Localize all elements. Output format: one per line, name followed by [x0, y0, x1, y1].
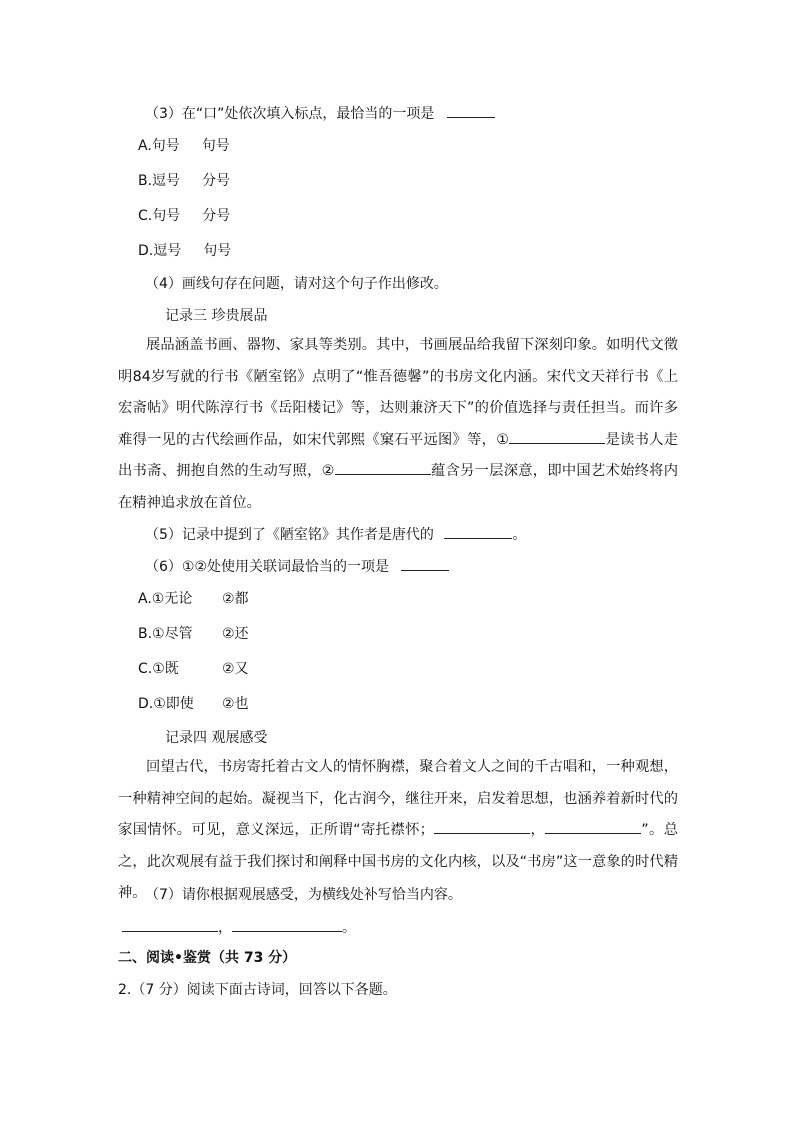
- q3-option-b[interactable]: B.逗号 分号: [138, 173, 231, 189]
- q3-option-a[interactable]: A.句号 句号: [138, 138, 230, 154]
- q6-option-d[interactable]: D.①即使 ②也: [138, 696, 249, 712]
- q3-option-c[interactable]: C.句号 分号: [138, 208, 231, 224]
- answer-blank[interactable]: [232, 917, 342, 932]
- q6-option-a[interactable]: A.①无论 ②都: [138, 591, 249, 607]
- answer-blank[interactable]: [444, 524, 512, 539]
- q3-stem: （3）在“口”处依次填入标点，最恰当的一项是: [145, 103, 495, 124]
- record4-heading: 记录四 观展感受: [165, 730, 268, 746]
- record4-paragraph: 回望古代，书房寄托着古文人的情怀胸襟，聚合着文人之间的千古唱和，一种观想，一种精神空间的起始。凝视当下，化古润今，继往开来，启发着思想，也涵养着新时代的家国情怀。可见，意义深远，正所谓“寄托襟怀； ， ”。总之，此次观展有益于我们探讨和阐释中国书房的文化内核，以及“书房”这一意象的时代精神。: [118, 759, 679, 902]
- answer-blank[interactable]: [447, 103, 495, 118]
- blank-1[interactable]: [509, 429, 605, 444]
- blank-4[interactable]: [545, 819, 641, 834]
- q7-answer-line: ， 。: [122, 917, 356, 938]
- answer-blank[interactable]: [122, 917, 218, 932]
- record3-paragraph: 展品涵盖书画、器物、家具等类别。其中，书画展品给我留下深刻印象。如明代文徵明84岁写就的行书《陋室铭》点明了“惟吾德馨”的书房文化内涵。宋代文天祥行书《上宏斋帖》明代陈淳行书《岳阳楼记》等，达则兼济天下”的价值选择与责任担当。而许多难得一见的古代绘画作品，如宋代郭熙《窠石平远图》等，① 是读书人走出书斋、拥抱自然的生动写照，② 蕴含另一层深意，即中国艺术始终将内在精神追求放在首位。: [118, 337, 678, 511]
- answer-blank[interactable]: [401, 556, 449, 571]
- q7-stem: （7）请你根据观展感受，为横线处补写恰当内容。: [145, 887, 462, 903]
- q6-option-b[interactable]: B.①尽管 ②还: [138, 626, 249, 642]
- blank-3[interactable]: [434, 819, 530, 834]
- q3-option-d[interactable]: D.逗号 句号: [138, 243, 232, 259]
- blank-2[interactable]: [335, 460, 431, 475]
- q6-stem: （6）①②处使用关联词最恰当的一项是: [145, 556, 449, 577]
- record3-heading: 记录三 珍贵展品: [165, 308, 268, 324]
- section-2-title: 二、阅读•鉴赏（共 73 分）: [118, 950, 297, 966]
- q5-stem: （5）记录中提到了《陋室铭》其作者是唐代的 。: [145, 524, 526, 545]
- q4-stem: （4）画线句存在问题，请对这个句子作出修改。: [145, 276, 448, 292]
- q6-option-c[interactable]: C.①既 ②又: [138, 661, 249, 677]
- q2-stem: 2.（7 分）阅读下面古诗词，回答以下各题。: [118, 982, 397, 998]
